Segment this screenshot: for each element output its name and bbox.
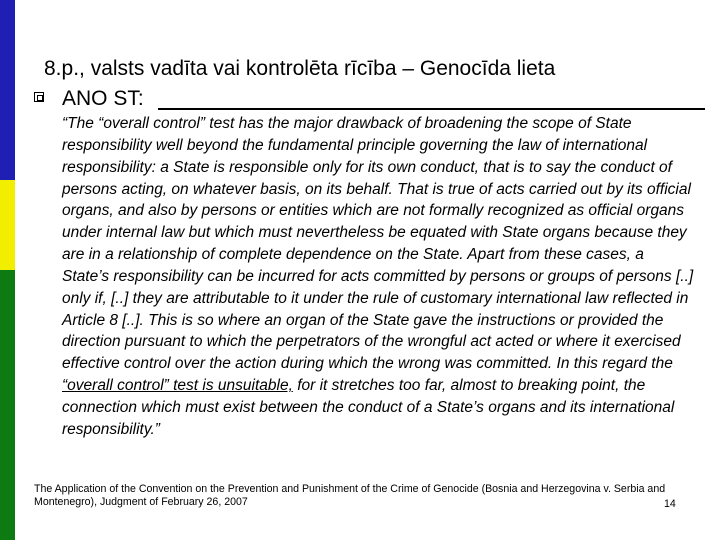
quote-text: “The “overall control” test has the major drawback of broadening the scope of State responsibility well beyond the fundamental principle governing the law of international responsibility: a State is responsible only for its own conduct, that is to say the conduct of persons acting, on whatever basis, on its behalf. That is true of acts carried out by its official organs, and also by persons or entities which are not formally recognized as official organs under internal law but which must nevertheless be equated with State organs because they are in a relationship of complete dependence on the State. Apart from these cases, a State’s responsibility can be incurred for acts committed by persons or groups of persons [..] only if, [..] they are attributable to it under the rule of customary international law reflected in Article 8 [..]. This is so where an organ of the State gave the instructions or provided the direction pursuant to which the perpetrators of the wrongful act acted or where it exercised effective control over the action during which the wrong was committed. In this regard the [62,115,694,373]
case-citation: The Application of the Convention on the Prevention and Punishment of the Crime of Genocide (Bosnia and Herzegovina v. Serbia and Montenegro), Judgment of February 26, 2007 [34,483,666,508]
sidebar-band-yellow [0,180,15,270]
bullet-item [34,86,674,114]
sidebar-band-blue [0,0,15,180]
slide-title: 8.p., valsts vadīta vai kontrolēta rīcība – Genocīda lieta [44,57,556,80]
court-quote [62,113,694,441]
sidebar-color-bands [0,0,15,540]
quote-ending: for it stretches too far, almost to breaking point, the connection which must exist between the conduct of a State’s organs and its international responsibility.” [62,377,675,438]
bullet-heading: ANO ST: [62,87,144,110]
sidebar-band-green [0,270,15,540]
quote-underlined-text: “overall control” test is unsuitable, [62,377,293,395]
square-bullet-icon [34,92,44,102]
heading-underline [158,108,705,110]
page-number: 14 [664,498,676,510]
